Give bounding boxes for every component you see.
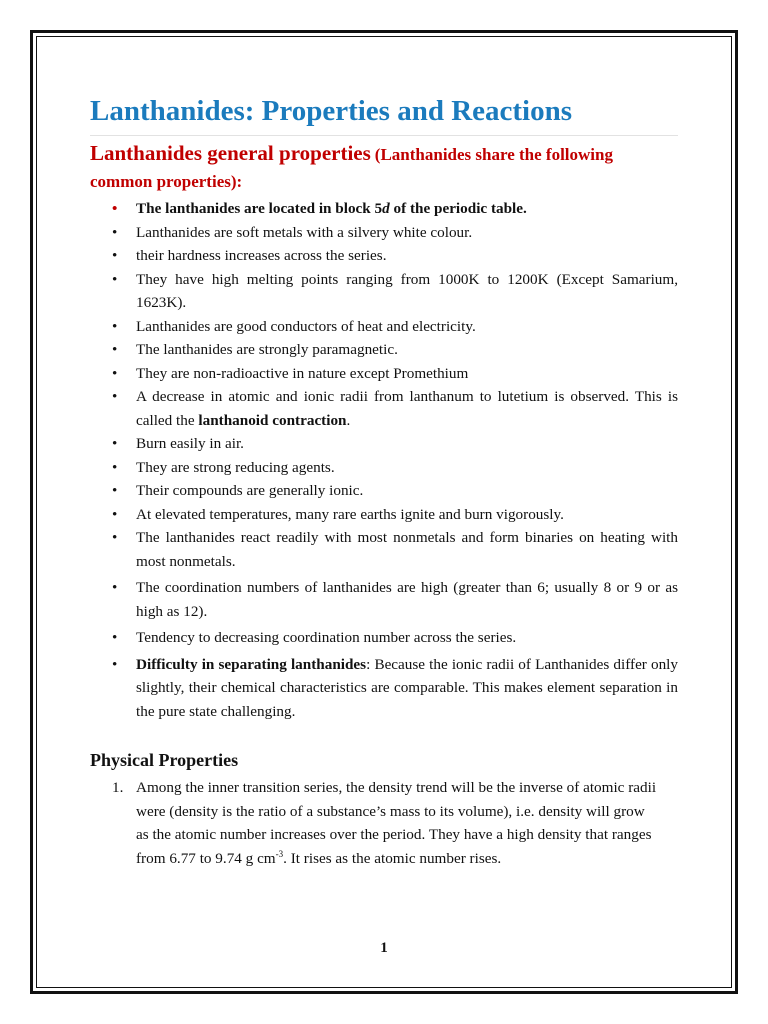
item-text: of the periodic table. — [389, 200, 527, 217]
list-item: • Lanthanides are soft metals with a silvery white colour. — [90, 221, 678, 245]
list-item: • They are non-radioactive in nature except Promethium — [90, 362, 678, 386]
item-text: . — [346, 411, 351, 429]
general-heading-text: Lanthanides general properties — [90, 141, 371, 165]
list-item — [90, 385, 678, 432]
item-text: The lanthanides are located in block 5 — [136, 200, 383, 217]
list-item: • The coordination numbers of lanthanides are high (greater than 6; usually 8 or 9 or as high as 12). — [90, 576, 678, 623]
general-properties-list — [90, 197, 678, 723]
document-title: Lanthanides: Properties and Reactions — [90, 93, 678, 136]
item-text: A decrease in atomic and ionic radii from lanthanum to lutetium is observed. This is called the — [136, 388, 678, 429]
list-item — [90, 197, 678, 221]
item-bold-text: lanthanoid contraction — [198, 411, 347, 429]
general-properties-heading — [90, 140, 678, 196]
physical-properties-list — [90, 776, 678, 870]
list-item: • The lanthanides are strongly paramagnetic. — [90, 338, 678, 362]
item-text: : Because the ionic radii of Lanthanides differ only slightly, their chemical characteristics are comparable. This makes element separation in the pure state challenging. — [136, 655, 678, 720]
item-number: 1. — [112, 779, 124, 796]
list-item: • Tendency to decreasing coordination number across the series. — [90, 626, 678, 650]
item-bold-text: Difficulty in separating lanthanides — [136, 655, 367, 673]
list-item: • They are strong reducing agents. — [90, 456, 678, 480]
list-item — [90, 776, 678, 870]
list-item: • Their compounds are generally ionic. — [90, 479, 678, 503]
list-item: • They have high melting points ranging from 1000K to 1200K (Except Samarium, 1623K). — [90, 268, 678, 315]
list-item: • Burn easily in air. — [90, 432, 678, 456]
physical-properties-heading: Physical Properties — [90, 750, 239, 770]
general-subheading-text: (Lanthanides share the following common properties): — [90, 145, 613, 191]
list-item: • Lanthanides are good conductors of heat and electricity. — [90, 315, 678, 339]
superscript-text: -3 — [275, 848, 284, 859]
item-italic-text: d — [382, 200, 390, 217]
item-text: . It rises as the atomic number rises. — [283, 849, 502, 867]
list-item: • their hardness increases across the series. — [90, 244, 678, 268]
list-item — [90, 653, 678, 724]
document-page — [90, 93, 678, 870]
page-number: 1 — [380, 940, 388, 956]
list-item: • At elevated temperatures, many rare earths ignite and burn vigorously. — [90, 503, 678, 527]
list-item: • The lanthanides react readily with most nonmetals and form binaries on heating with most nonmetals. — [90, 526, 678, 573]
item-text: Among the inner transition series, the density trend will be the inverse of atomic radii were (density is the ratio of a substance’s mass to its volume), i.e. density will grow as the atomic number increases over the period. They have a high density that ranges from 6.77 to 9.74 g cm — [136, 779, 657, 867]
